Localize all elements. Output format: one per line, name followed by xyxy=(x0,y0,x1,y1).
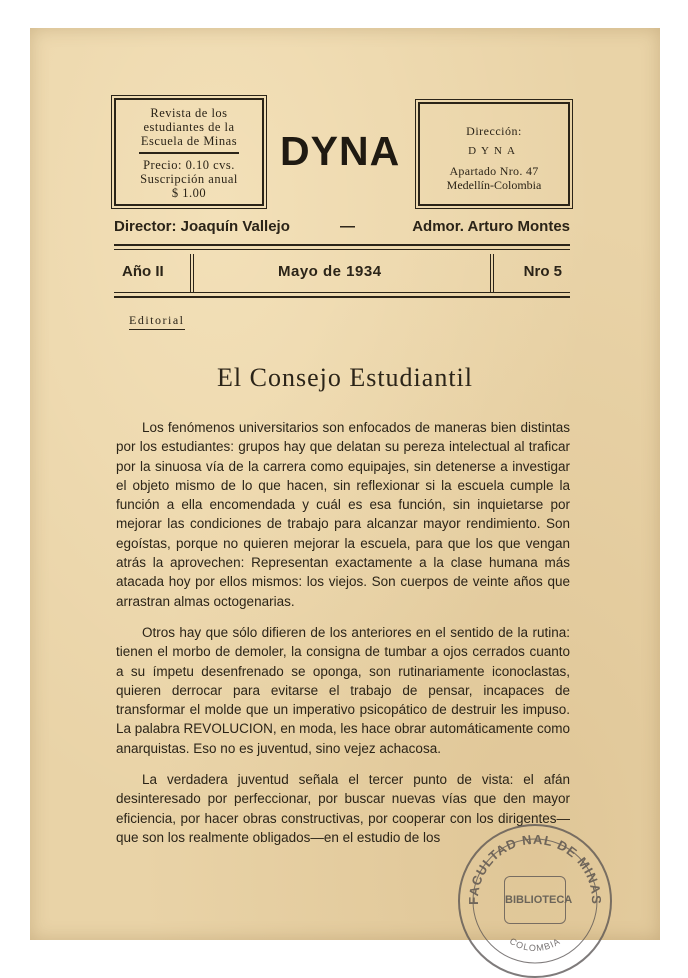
bottom-rule xyxy=(114,296,570,298)
article-title: El Consejo Estudiantil xyxy=(217,363,473,392)
section-label: Editorial xyxy=(129,313,185,330)
staff-separator: — xyxy=(340,218,355,235)
masthead-title: DYNA xyxy=(280,128,401,174)
issue-info-row xyxy=(114,254,570,292)
article-body xyxy=(116,418,570,859)
subscription-price: $ 1.00 xyxy=(171,186,207,200)
publication-info-box xyxy=(114,98,264,206)
magazine-page xyxy=(30,28,660,954)
publication-description: Revista de los estudiantes de la Escuela de Minas xyxy=(140,106,238,148)
box-divider xyxy=(139,152,239,154)
article-paragraph: La verdadera juventud señala el tercer punto de vista: el afán desinteresado por perfeccionar, por buscar nuevas vías que den mayor eficiencia, por hacer obras constructivas, por cooperar con los dirigentes—que son los realmente obligados—en el estudio de los xyxy=(116,772,570,845)
stamp-ring-label: FACULTAD NAL DE MINAS xyxy=(465,831,605,905)
administrator-name: Admor. Arturo Montes xyxy=(412,218,570,235)
director-name: Director: Joaquín Vallejo xyxy=(114,218,290,235)
postal-box: Apartado Nro. 47 xyxy=(449,164,539,178)
city: Medellín-Colombia xyxy=(446,178,542,192)
issue-price: Precio: 0.10 cvs. xyxy=(143,158,235,172)
issue-number: Nro 5 xyxy=(523,263,562,280)
volume-year: Año II xyxy=(122,263,164,280)
article-paragraph: Los fenómenos universitarios son enfocados de maneras bien distintas por los estudiantes: grupos hay que delatan su pereza intelectual al traficar por la sinuosa vía de la carrera como equipajes, sin detenerse a investigar el objeto mismo de lo que hacen, sin reflexionar si la escuela cumple la función a ella encomendada y cuál es esa función, sin inquietarse por mejorar las condiciones de trabajo para alcanzar mayor rendimiento. Son egoístas, porque no quieren mejorar la escuela, para que los que vengan atrás la aprovechen: Representan exactamente a la clase humana más atacada hoy por ellos mismos: los viejos. Son cuerpos de veinte años que arrastran almas octogenarias. xyxy=(116,420,570,609)
top-rule-thin xyxy=(114,249,570,250)
issue-date: Mayo de 1934 xyxy=(278,263,382,280)
library-stamp xyxy=(458,824,612,978)
address-name: DYNA xyxy=(468,145,520,157)
bottom-rule-thin xyxy=(114,292,570,293)
column-divider xyxy=(490,254,494,292)
address-heading: Dirección: xyxy=(466,124,522,138)
top-rule xyxy=(114,244,570,246)
svg-text:COLOMBIA xyxy=(508,936,562,953)
subscription-label: Suscripción anual xyxy=(140,172,238,186)
article-paragraph: Otros hay que sólo difieren de los anteriores en el sentido de la rutina: tienen el morbo de demoler, la consigna de tumbar a ojos cerrados cuanto a su ímpetu desenfrenado se oponga, son rutinariamente iconoclastas, quieren derrocar para evitarse el trabajo de pensar, incapaces de transformar el molde que un imperativo psicopático de destruir les impuso. La palabra REVOLUCION, en moda, les hace obrar automáticamente como anarquistas. Eso no es juventud, sino vejez achacosa. xyxy=(116,624,570,756)
column-divider xyxy=(190,254,194,292)
stamp-center-label: BIBLIOTECA xyxy=(504,876,566,924)
address-box xyxy=(418,102,570,206)
stamp-bottom-label: COLOMBIA xyxy=(507,935,563,954)
